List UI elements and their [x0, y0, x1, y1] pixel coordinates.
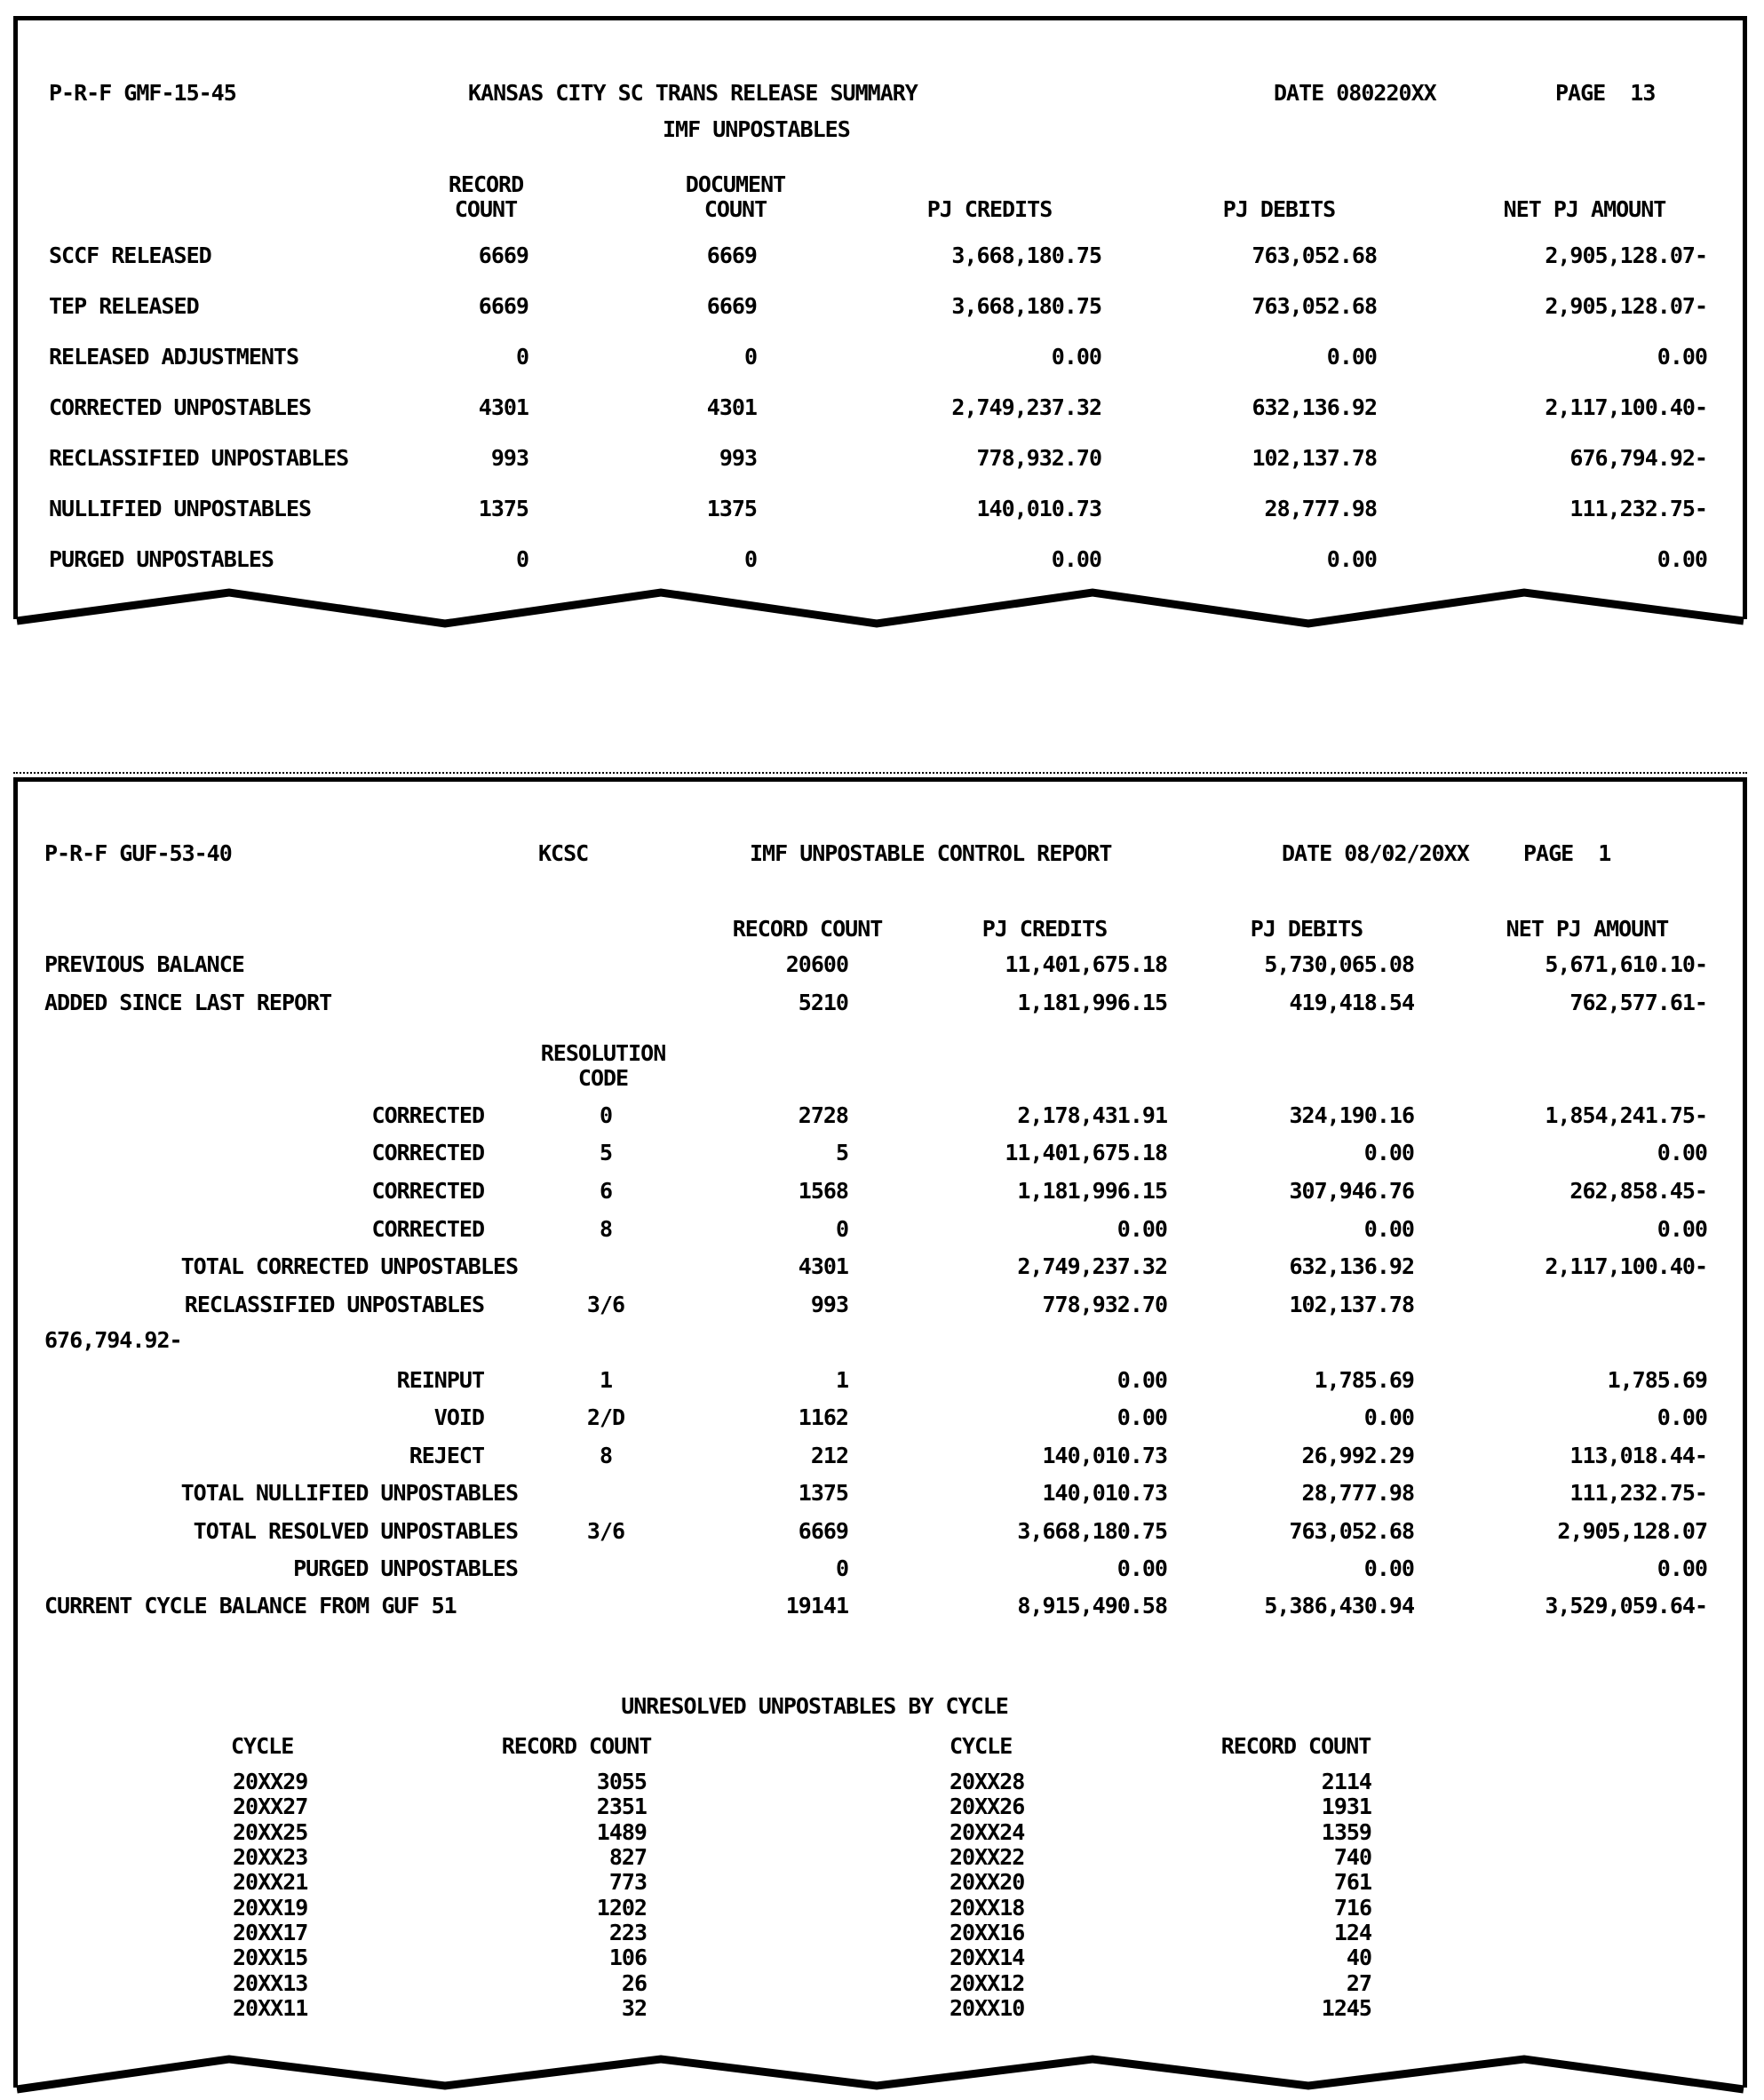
document-count: 6669	[706, 293, 757, 319]
row-label: PURGED UNPOSTABLES	[293, 1555, 518, 1581]
pj-debits: 5,386,430.94	[1264, 1593, 1414, 1619]
cycle-label: 20XX25	[233, 1819, 308, 1845]
record-count: 3055	[596, 1769, 647, 1794]
resolution-code: 2/D	[586, 1404, 625, 1430]
pj-credits: 140,010.73	[1042, 1480, 1167, 1506]
cycle-label: 20XX20	[950, 1869, 1025, 1895]
pj-debits: 419,418.54	[1289, 990, 1414, 1015]
pj-credits: 0.00	[1051, 344, 1101, 370]
document-count: 993	[719, 445, 757, 471]
record-count: 0	[515, 546, 528, 572]
document-count: 6669	[706, 243, 757, 268]
row-label: ADDED SINCE LAST REPORT	[44, 990, 332, 1015]
pj-debits: 102,137.78	[1289, 1292, 1414, 1317]
row-label: REINPUT	[396, 1367, 484, 1393]
pj-credits: 2,178,431.91	[1017, 1102, 1167, 1128]
row-label: TOTAL NULLIFIED UNPOSTABLES	[180, 1480, 518, 1506]
record-count: 40	[1346, 1945, 1371, 1970]
resolution-code: 8	[599, 1216, 613, 1242]
record-count: 761	[1333, 1869, 1371, 1895]
net-pj-amount: 111,232.75-	[1569, 1480, 1707, 1506]
cycle-label: 20XX28	[950, 1769, 1025, 1794]
net-pj-amount: 3,529,059.64-	[1545, 1593, 1707, 1619]
pj-debits: 26,992.29	[1301, 1443, 1414, 1468]
net-pj-amount: 2,905,128.07	[1557, 1518, 1707, 1544]
col-header-record-count: RECORD COUNT	[732, 916, 883, 942]
pj-debits: 307,946.76	[1289, 1178, 1414, 1204]
record-count: 124	[1333, 1920, 1371, 1945]
cycle-label: 20XX10	[950, 1995, 1025, 2021]
record-count: 0	[515, 344, 528, 370]
pj-debits: 0.00	[1363, 1140, 1414, 1165]
record-count: 2728	[798, 1102, 848, 1128]
report-page-number: PAGE 1	[1523, 840, 1611, 866]
row-label: PURGED UNPOSTABLES	[49, 546, 274, 572]
cycle-label: 20XX29	[233, 1769, 308, 1794]
record-count: 32	[621, 1995, 647, 2021]
net-pj-amount: 2,117,100.40-	[1545, 1253, 1707, 1279]
net-pj-amount: 0.00	[1657, 546, 1707, 572]
pj-credits: 778,932.70	[976, 445, 1101, 471]
pj-debits: 763,052.68	[1289, 1518, 1414, 1544]
cycle-label: 20XX19	[233, 1895, 308, 1921]
row-label: CORRECTED	[371, 1102, 484, 1128]
service-center-code: KCSC	[538, 840, 589, 866]
net-pj-amount-wrapped: 676,794.92-	[44, 1327, 182, 1353]
record-count: 212	[810, 1443, 848, 1468]
cycle-label: 20XX22	[950, 1844, 1025, 1870]
cycle-label: 20XX16	[950, 1920, 1025, 1945]
pj-credits: 3,668,180.75	[951, 243, 1101, 268]
pj-credits: 778,932.70	[1042, 1292, 1167, 1317]
trans-release-summary-report	[13, 16, 1747, 619]
torn-edge-icon	[13, 585, 1747, 632]
report-title: IMF UNPOSTABLE CONTROL REPORT	[750, 840, 1112, 866]
resolution-code: 8	[599, 1443, 613, 1468]
row-label: RELEASED ADJUSTMENTS	[49, 344, 299, 370]
row-label: CURRENT CYCLE BALANCE FROM GUF 51	[44, 1593, 457, 1619]
net-pj-amount: 0.00	[1657, 1216, 1707, 1242]
record-count: 1568	[798, 1178, 848, 1204]
pj-credits: 11,401,675.18	[1005, 951, 1167, 977]
pj-debits: 1,785.69	[1314, 1367, 1414, 1393]
record-count: 1489	[596, 1819, 647, 1845]
col-header-document-count: COUNT	[703, 196, 767, 222]
col-header-record-count: RECORD COUNT	[501, 1733, 652, 1759]
record-count: 1375	[478, 496, 528, 521]
pj-debits: 0.00	[1363, 1555, 1414, 1581]
col-header-net-pj-amount: NET PJ AMOUNT	[1503, 196, 1666, 222]
record-count: 6669	[798, 1518, 848, 1544]
record-count: 1245	[1321, 1995, 1371, 2021]
record-count: 27	[1346, 1970, 1371, 1996]
net-pj-amount: 1,785.69	[1607, 1367, 1707, 1393]
record-count: 4301	[478, 394, 528, 420]
torn-edge-icon	[13, 2052, 1747, 2098]
resolution-code: 6	[599, 1178, 613, 1204]
record-count: 1	[835, 1367, 848, 1393]
pj-credits: 3,668,180.75	[1017, 1518, 1167, 1544]
cycle-label: 20XX11	[233, 1995, 308, 2021]
pj-credits: 8,915,490.58	[1017, 1593, 1167, 1619]
pj-debits: 632,136.92	[1289, 1253, 1414, 1279]
pj-credits: 2,749,237.32	[1017, 1253, 1167, 1279]
pj-debits: 102,137.78	[1251, 445, 1377, 471]
net-pj-amount: 111,232.75-	[1569, 496, 1707, 521]
resolution-code: 3/6	[586, 1518, 625, 1544]
net-pj-amount: 262,858.45-	[1569, 1178, 1707, 1204]
pj-credits: 0.00	[1051, 546, 1101, 572]
cycle-label: 20XX24	[950, 1819, 1025, 1845]
row-label: PREVIOUS BALANCE	[44, 951, 244, 977]
cycle-label: 20XX17	[233, 1920, 308, 1945]
row-label: TOTAL RESOLVED UNPOSTABLES	[193, 1518, 518, 1544]
pj-debits: 28,777.98	[1301, 1480, 1414, 1506]
net-pj-amount: 676,794.92-	[1569, 445, 1707, 471]
cycle-label: 20XX12	[950, 1970, 1025, 1996]
pj-credits: 1,181,996.15	[1017, 990, 1167, 1015]
document-count: 0	[743, 546, 757, 572]
resolution-code: 3/6	[586, 1292, 625, 1317]
row-label: RECLASSIFIED UNPOSTABLES	[49, 445, 349, 471]
record-count: 993	[490, 445, 528, 471]
cycle-section-title: UNRESOLVED UNPOSTABLES BY CYCLE	[621, 1693, 1008, 1719]
report-date: DATE 08/02/20XX	[1282, 840, 1469, 866]
net-pj-amount: 0.00	[1657, 1140, 1707, 1165]
pj-debits: 763,052.68	[1251, 293, 1377, 319]
record-count: 1931	[1321, 1794, 1371, 1819]
col-header-cycle: CYCLE	[950, 1733, 1013, 1759]
net-pj-amount: 0.00	[1657, 1555, 1707, 1581]
net-pj-amount: 0.00	[1657, 344, 1707, 370]
pj-debits: 632,136.92	[1251, 394, 1377, 420]
col-header-resolution-code: CODE	[577, 1065, 629, 1091]
record-count: 19141	[785, 1593, 848, 1619]
report-title: KANSAS CITY SC TRANS RELEASE SUMMARY	[468, 80, 918, 106]
col-header-record-count: RECORD	[448, 171, 524, 197]
row-label: NULLIFIED UNPOSTABLES	[49, 496, 312, 521]
record-count: 2351	[596, 1794, 647, 1819]
record-count: 6669	[478, 293, 528, 319]
pj-credits: 11,401,675.18	[1005, 1140, 1167, 1165]
pj-debits: 0.00	[1363, 1216, 1414, 1242]
pj-debits: 5,730,065.08	[1264, 951, 1414, 977]
record-count: 4301	[798, 1253, 848, 1279]
pj-credits: 2,749,237.32	[951, 394, 1101, 420]
col-header-record-count: COUNT	[454, 196, 518, 222]
record-count: 716	[1333, 1895, 1371, 1921]
pj-credits: 0.00	[1116, 1404, 1167, 1430]
pj-debits: 0.00	[1326, 344, 1377, 370]
document-count: 4301	[706, 394, 757, 420]
record-count: 740	[1333, 1844, 1371, 1870]
net-pj-amount: 762,577.61-	[1569, 990, 1707, 1015]
record-count: 1375	[798, 1480, 848, 1506]
record-count: 993	[810, 1292, 848, 1317]
cycle-label: 20XX21	[233, 1869, 308, 1895]
document-count: 0	[743, 344, 757, 370]
row-label: VOID	[433, 1404, 484, 1430]
record-count: 26	[621, 1970, 647, 1996]
pj-debits: 763,052.68	[1251, 243, 1377, 268]
col-header-document-count: DOCUMENT	[685, 171, 786, 197]
row-label: CORRECTED UNPOSTABLES	[49, 394, 312, 420]
row-label: TOTAL CORRECTED UNPOSTABLES	[180, 1253, 518, 1279]
record-count: 1162	[798, 1404, 848, 1430]
record-count: 1202	[596, 1895, 647, 1921]
pj-credits: 140,010.73	[1042, 1443, 1167, 1468]
pj-credits: 140,010.73	[976, 496, 1101, 521]
cycle-label: 20XX23	[233, 1844, 308, 1870]
col-header-cycle: CYCLE	[231, 1733, 294, 1759]
record-count: 827	[608, 1844, 647, 1870]
col-header-pj-credits: PJ CREDITS	[926, 196, 1053, 222]
col-header-pj-debits: PJ DEBITS	[1222, 196, 1336, 222]
row-label: RECLASSIFIED UNPOSTABLES	[184, 1292, 484, 1317]
resolution-code: 1	[599, 1367, 613, 1393]
document-count: 1375	[706, 496, 757, 521]
perforation-line	[13, 772, 1747, 774]
row-label: SCCF RELEASED	[49, 243, 211, 268]
pj-credits: 3,668,180.75	[951, 293, 1101, 319]
cycle-label: 20XX15	[233, 1945, 308, 1970]
unpostable-control-report	[13, 777, 1747, 2088]
pj-debits: 28,777.98	[1264, 496, 1377, 521]
record-count: 2114	[1321, 1769, 1371, 1794]
col-header-pj-credits: PJ CREDITS	[981, 916, 1108, 942]
pj-debits: 0.00	[1326, 546, 1377, 572]
record-count: 106	[608, 1945, 647, 1970]
net-pj-amount: 5,671,610.10-	[1545, 951, 1707, 977]
resolution-code: 5	[599, 1140, 613, 1165]
net-pj-amount: 1,854,241.75-	[1545, 1102, 1707, 1128]
report-date: DATE 080220XX	[1274, 80, 1436, 106]
col-header-pj-debits: PJ DEBITS	[1250, 916, 1363, 942]
net-pj-amount: 2,905,128.07-	[1545, 243, 1707, 268]
pj-debits: 0.00	[1363, 1404, 1414, 1430]
col-header-net-pj-amount: NET PJ AMOUNT	[1506, 916, 1669, 942]
cycle-label: 20XX18	[950, 1895, 1025, 1921]
row-label: REJECT	[409, 1443, 484, 1468]
resolution-code: 0	[599, 1102, 613, 1128]
cycle-label: 20XX13	[233, 1970, 308, 1996]
record-count: 5210	[798, 990, 848, 1015]
record-count: 20600	[785, 951, 848, 977]
cycle-label: 20XX26	[950, 1794, 1025, 1819]
row-label: CORRECTED	[371, 1140, 484, 1165]
record-count: 223	[608, 1920, 647, 1945]
row-label: CORRECTED	[371, 1178, 484, 1204]
report-id: P-R-F GMF-15-45	[49, 80, 236, 106]
record-count: 1359	[1321, 1819, 1371, 1845]
record-count: 0	[835, 1555, 848, 1581]
record-count: 5	[835, 1140, 848, 1165]
row-label: CORRECTED	[371, 1216, 484, 1242]
report-id: P-R-F GUF-53-40	[44, 840, 232, 866]
record-count: 773	[608, 1869, 647, 1895]
pj-credits: 0.00	[1116, 1216, 1167, 1242]
pj-credits: 1,181,996.15	[1017, 1178, 1167, 1204]
report-page-number: PAGE 13	[1555, 80, 1656, 106]
pj-debits: 324,190.16	[1289, 1102, 1414, 1128]
net-pj-amount: 2,117,100.40-	[1545, 394, 1707, 420]
record-count: 6669	[478, 243, 528, 268]
pj-credits: 0.00	[1116, 1367, 1167, 1393]
cycle-label: 20XX14	[950, 1945, 1025, 1970]
record-count: 0	[835, 1216, 848, 1242]
report-subtitle: IMF UNPOSTABLES	[663, 116, 850, 142]
net-pj-amount: 113,018.44-	[1569, 1443, 1707, 1468]
row-label: TEP RELEASED	[49, 293, 199, 319]
net-pj-amount: 2,905,128.07-	[1545, 293, 1707, 319]
cycle-label: 20XX27	[233, 1794, 308, 1819]
col-header-resolution-code: RESOLUTION	[540, 1040, 666, 1066]
col-header-record-count: RECORD COUNT	[1220, 1733, 1371, 1759]
pj-credits: 0.00	[1116, 1555, 1167, 1581]
net-pj-amount: 0.00	[1657, 1404, 1707, 1430]
